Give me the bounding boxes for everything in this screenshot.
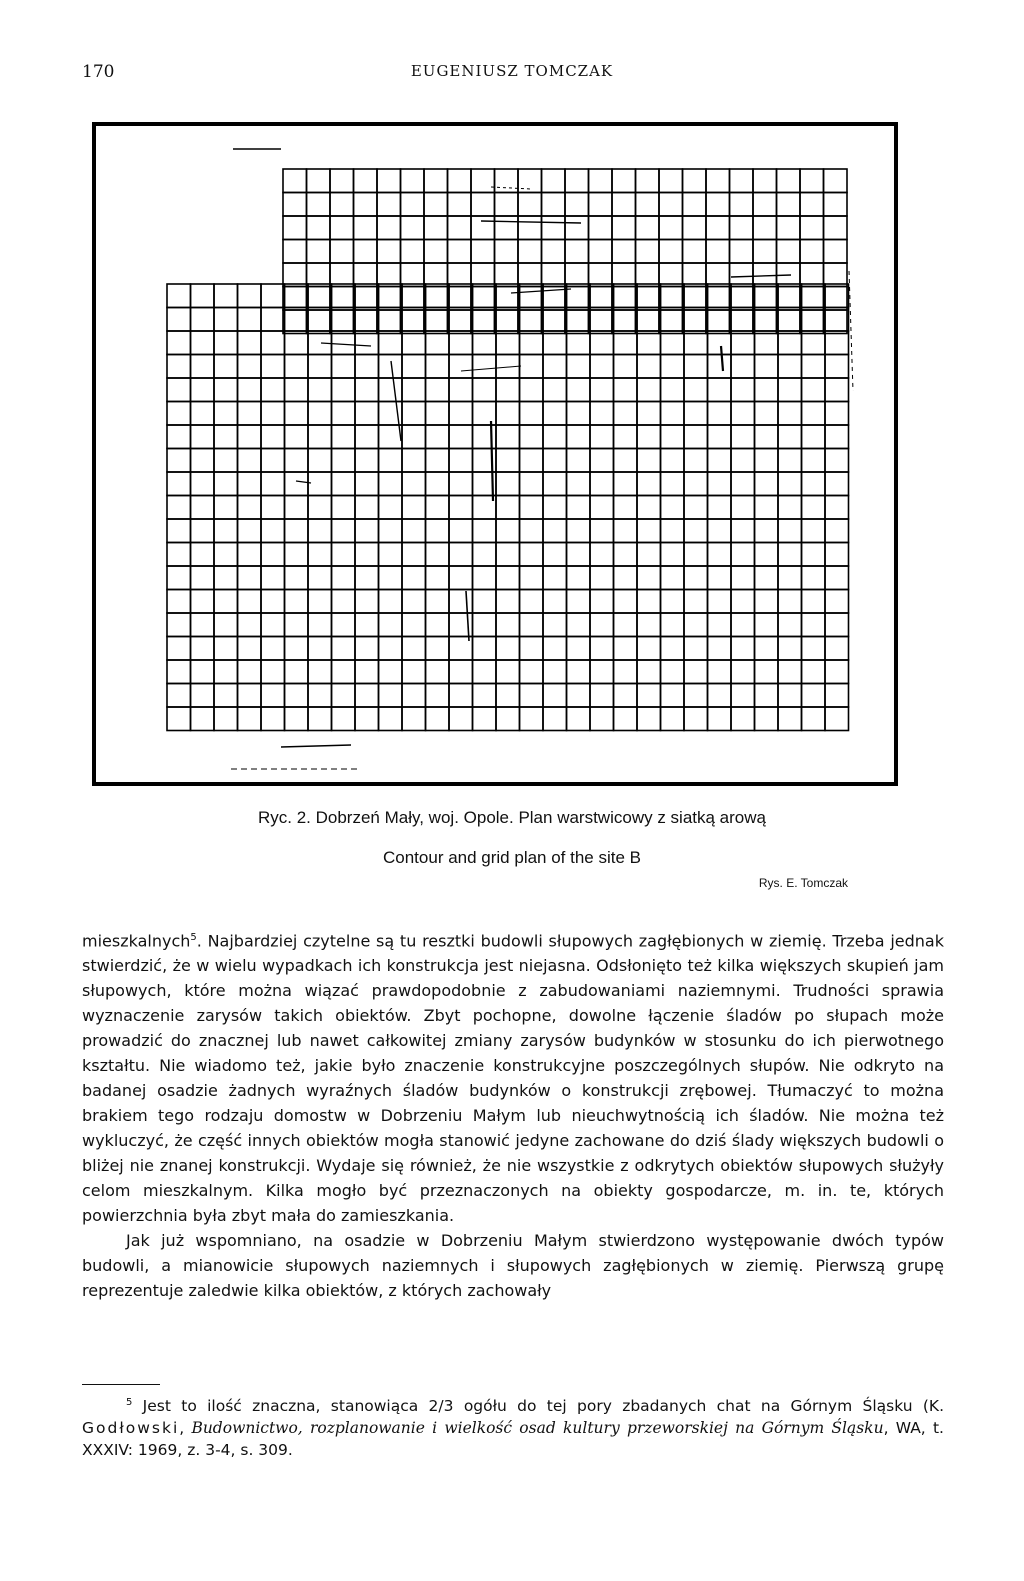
figure-credit: Rys. E. Tomczak: [758, 876, 848, 890]
footnote: [82, 1392, 944, 1461]
figure-caption: Ryc. 2. Dobrzeń Mały, woj. Opole. Plan warstwicowy z siatką arową: [258, 808, 766, 827]
running-title: EUGENIUSZ TOMCZAK: [410, 62, 614, 80]
footnote-marker: 5: [126, 1397, 133, 1408]
footnote-text: , WA, t. XXXIV: 1969, z. 3-4, s. 309.: [82, 1419, 944, 1460]
paragraph: [82, 925, 944, 1228]
footnote-title: Budownictwo, rozplanowanie i wielkość osad kultury przeworskiej na Górnym Śląsku: [191, 1419, 884, 1438]
footnote-author: Godłowski: [82, 1419, 180, 1438]
body-text: [82, 925, 944, 1303]
grid-plan-figure: [91, 121, 899, 787]
footnote-text: Jest to ilość znaczna, stanowiąca 2/3 ogółu do tej pory zbadanych chat na Górnym Śląsku (K.: [132, 1397, 944, 1416]
figure-caption-english: Contour and grid plan of the site B: [383, 848, 641, 867]
page-number: 170: [82, 62, 115, 82]
footnote-reference[interactable]: 5: [190, 932, 197, 943]
running-head: [0, 62, 1024, 86]
footnote-rule: [82, 1384, 160, 1385]
paragraph-text: . Najbardziej czytelne są tu resztki budowli słupowych zagłębionych w ziemię. Trzeba jednak stwierdzić, że w wielu wypadkach ich konstrukcja jest niejasna. Odsłonięto też kilka większych skupień jam słupowych, które można wiązać prawdopodobnie z zabudowaniami naziemnymi. Trudności sprawia wyznaczenie zarysów takich obiektów. Zbyt pochopne, dowolne łączenie śladów po słupach może prowadzić do znacznej lub nawet całkowitej zmiany zarysów budynków w stosunku do ich pierwotnego kształtu. Nie wiadomo też, jakie było znaczenie konstrukcyjne poszczególnych słupów. Nie odkryto na badanej osadzie żadnych wyraźnych śladów budynków o konstrukcji zrębowej. Tłumaczyć to można brakiem tego rodzaju domostw w Dobrzeniu Małym lub nieuchwytnością ich śladów. Nie można też wykluczyć, że część innych obiektów mogła stanowić jedyne zachowane do dziś ślady większych budowli o bliżej nie znanej konstrukcji. Wydaje się również, że nie wszystkie z odkrytych obiektów słupowych służyły celom mieszkalnym. Kilka mogło być przeznaczonych na obiekty gospodarcze, m. in. te, których powierzchnia była zbyt mała do zamieszkania.: [82, 931, 944, 1226]
paragraph: Jak już wspomniano, na osadzie w Dobrzeniu Małym stwierdzono występowanie dwóch typów budowli, a mianowicie słupowych naziemnych i słupowych zagłębionych w ziemię. Pierwszą grupę reprezentuje zaledwie kilka obiektów, z których zachowały: [82, 1231, 944, 1301]
footnote-text: ,: [179, 1419, 192, 1438]
paragraph-lead: mieszkalnych: [82, 931, 191, 951]
